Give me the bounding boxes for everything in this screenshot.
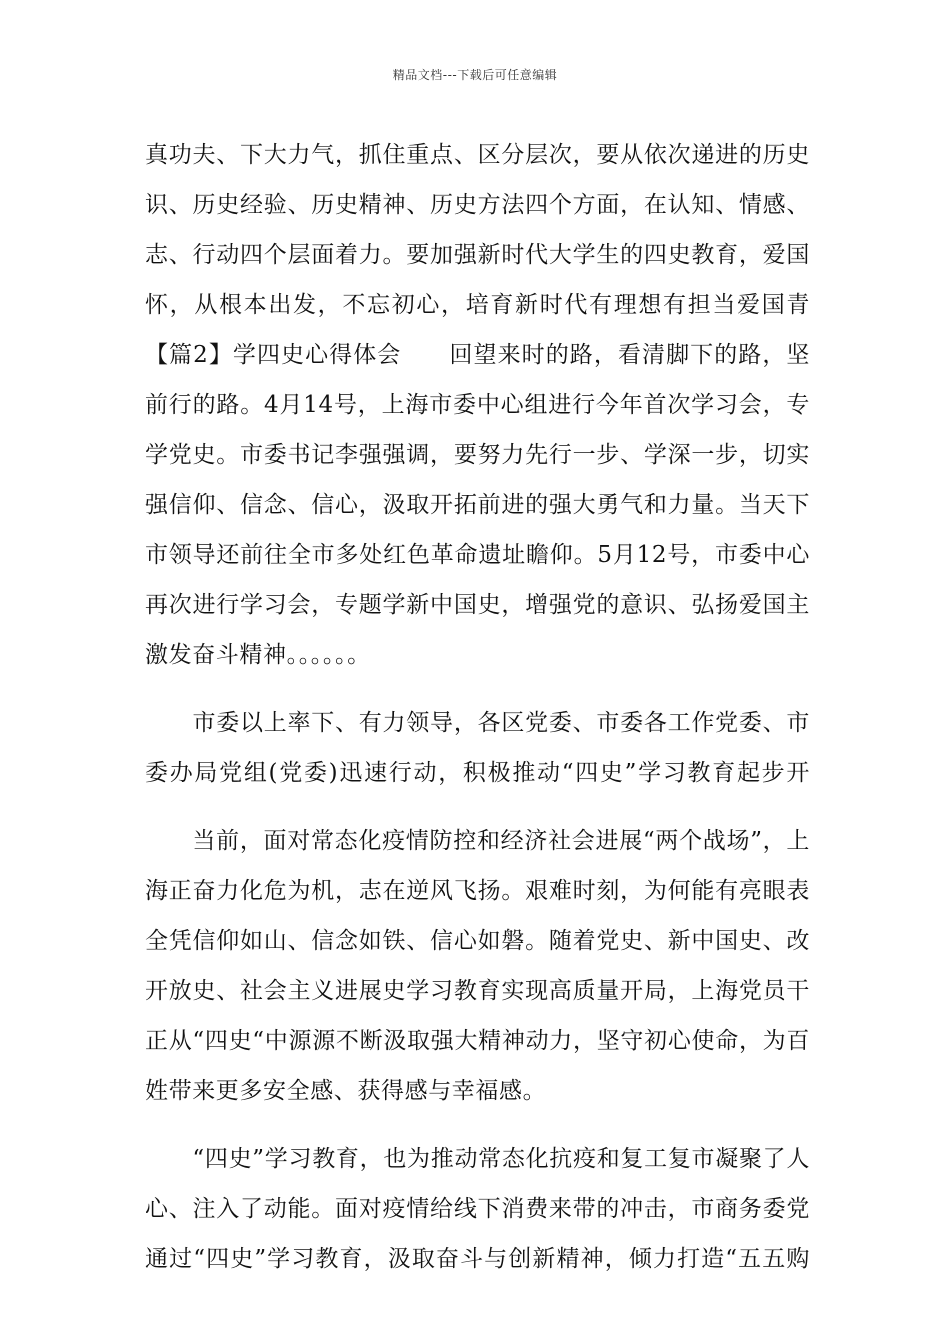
text-line: 姓带来更多安全感、获得感与幸福感。 <box>145 1078 547 1104</box>
paragraph <box>145 330 810 680</box>
text-line: 学党史。市委书记李强强调，要努力先行一步、学深一步，切实 <box>145 442 810 468</box>
text-line: 志、行动四个层面着力。要加强新时代大学生的四史教育，爱国 <box>145 242 810 268</box>
paragraph <box>145 130 810 330</box>
text-line: 再次进行学习会，专题学新中国史，增强党的意识、弘扬爱国主 <box>145 592 810 618</box>
text-line: 开放史、社会主义进展史学习教育实现高质量开局，上海党员干 <box>145 978 810 1004</box>
text-line: 心、注入了动能。面对疫情给线下消费来带的冲击，市商务委党 <box>145 1196 810 1222</box>
text-line: 委办局党组(党委)迅速行动，积极推动“四史”学习教育起步开 <box>145 760 810 786</box>
paragraph <box>145 1134 810 1284</box>
text-line: 强信仰、信念、信心，汲取开拓前进的强大勇气和力量。当天下 <box>145 492 810 518</box>
text-line: 海正奋力化危为机，志在逆风飞扬。艰难时刻，为何能有亮眼表 <box>145 878 810 904</box>
text-line: 全凭信仰如山、信念如铁、信心如磐。随着党史、新中国史、改 <box>145 928 810 954</box>
text-line: 真功夫、下大力气，抓住重点、区分层次，要从依次递进的历史 <box>145 142 810 168</box>
text-line: 市委以上率下、有力领导，各区党委、市委各工作党委、市 <box>192 710 810 736</box>
text-line: “四史”学习教育，也为推动常态化抗疫和复工复市凝聚了人 <box>145 1146 810 1172</box>
text-line: 前行的路。4月14号，上海市委中心组进行今年首次学习会，专 <box>145 392 810 418</box>
text-line: 通过“四史”学习教育，汲取奋斗与创新精神，倾力打造“五五购 <box>145 1246 810 1272</box>
page-header: 精品文档---下载后可任意编辑 <box>392 68 558 82</box>
text-line: 怀，从根本出发，不忘初心，培育新时代有理想有担当爱国青 <box>145 292 810 318</box>
text-line: 识、历史经验、历史精神、历史方法四个方面，在认知、情感、 <box>145 192 810 218</box>
text-line: 正从“四史“中源源不断汲取强大精神动力，坚守初心使命，为百 <box>145 1028 810 1054</box>
paragraph <box>145 698 810 798</box>
text-line: 市领导还前往全市多处红色革命遗址瞻仰。5月12号，市委中心 <box>145 542 810 568</box>
text-line: 当前，面对常态化疫情防控和经济社会进展“两个战场”，上 <box>145 828 810 854</box>
document-body <box>145 130 810 1284</box>
text-line: 激发奋斗精神。。。。。。 <box>145 642 371 668</box>
paragraph <box>145 816 810 1116</box>
text-line: 【篇2】学四史心得体会 回望来时的路，看清脚下的路，坚 <box>145 342 810 368</box>
